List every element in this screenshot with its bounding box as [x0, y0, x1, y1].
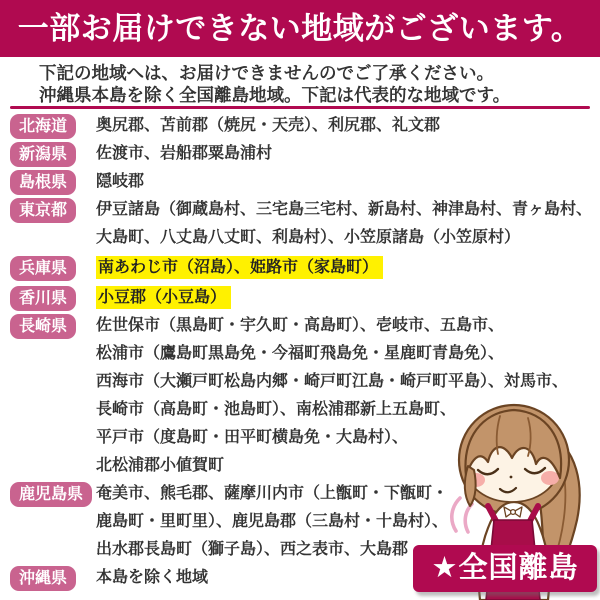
region-line: 北松浦郡小値賀町 — [96, 457, 225, 474]
region-line: 奄美市、熊毛郡、薩摩川内市（上甑町・下甑町・ — [96, 485, 449, 502]
pref-label: 沖縄県 — [10, 566, 76, 591]
region-line: 西海市（大瀬戸町松島内郷・崎戸町江島・崎戸町平島）、対馬市、 — [96, 373, 569, 390]
notice-line-2: 沖縄県本島を除く全国離島地域。下記は代表的な地域です。 — [39, 85, 511, 105]
region-row-kagawa — [0, 284, 600, 312]
nationwide-remote-islands-badge: ★全国離島 — [413, 545, 597, 592]
region-row-niigata — [0, 140, 600, 168]
region-line: 佐世保市（黒島町・宇久町・高島町）、壱岐市、五島市、 — [96, 317, 505, 334]
region-line: 本島を除く地域 — [96, 569, 209, 586]
region-line: 出水郡長島町（獅子島）、西之表市、大島郡 — [96, 541, 409, 558]
region-line: 奥尻郡、苫前郡（焼尻・天売）、利尻郡、礼文郡 — [96, 117, 441, 134]
pref-label: 新潟県 — [10, 142, 76, 167]
region-line: 平戸市（度島町・田平町横島免・大島村）、 — [96, 429, 409, 446]
divider-rule — [10, 106, 590, 109]
region-line-highlighted: 南あわじ市（沼島）、姫路市（家島町） — [96, 254, 600, 282]
region-line: 伊豆諸島（御蔵島村、三宅島三宅村、新島村、神津島村、青ヶ島村、 — [96, 201, 593, 218]
region-row-hokkaido — [0, 112, 600, 140]
region-line: 長崎市（高島町・池島町）、南松浦郡新上五島町、 — [96, 401, 457, 418]
region-line: 隠岐郡 — [96, 173, 145, 190]
region-row-shimane — [0, 168, 600, 196]
region-line: 大島町、八丈島八丈町、利島村）、小笠原諸島（小笠原村） — [96, 229, 521, 246]
pref-label: 北海道 — [10, 114, 76, 139]
pref-label: 東京都 — [10, 198, 76, 223]
page-title: 一部お届けできない地域がございます。 — [0, 0, 600, 57]
pref-label: 兵庫県 — [10, 256, 76, 281]
region-line-highlighted: 小豆郡（小豆島） — [96, 284, 600, 312]
region-line: 佐渡市、岩船郡粟島浦村 — [96, 145, 273, 162]
region-row-hyogo — [0, 254, 600, 282]
notice-line-1: 下記の地域へは、お届けできませんのでご了承ください。 — [39, 63, 494, 83]
region-row-tokyo — [0, 196, 600, 252]
pref-label: 長崎県 — [10, 314, 76, 339]
pref-label: 香川県 — [10, 286, 76, 311]
region-line: 鹿島町・里町里）、鹿児島郡（三島村・十島村）、 — [96, 513, 449, 530]
pref-label: 鹿児島県 — [10, 482, 92, 507]
region-line: 松浦市（鷹島町黒島免・今福町飛島免・星鹿町青島免）、 — [96, 345, 505, 362]
notice-text — [39, 62, 510, 106]
pref-label: 島根県 — [10, 170, 76, 195]
